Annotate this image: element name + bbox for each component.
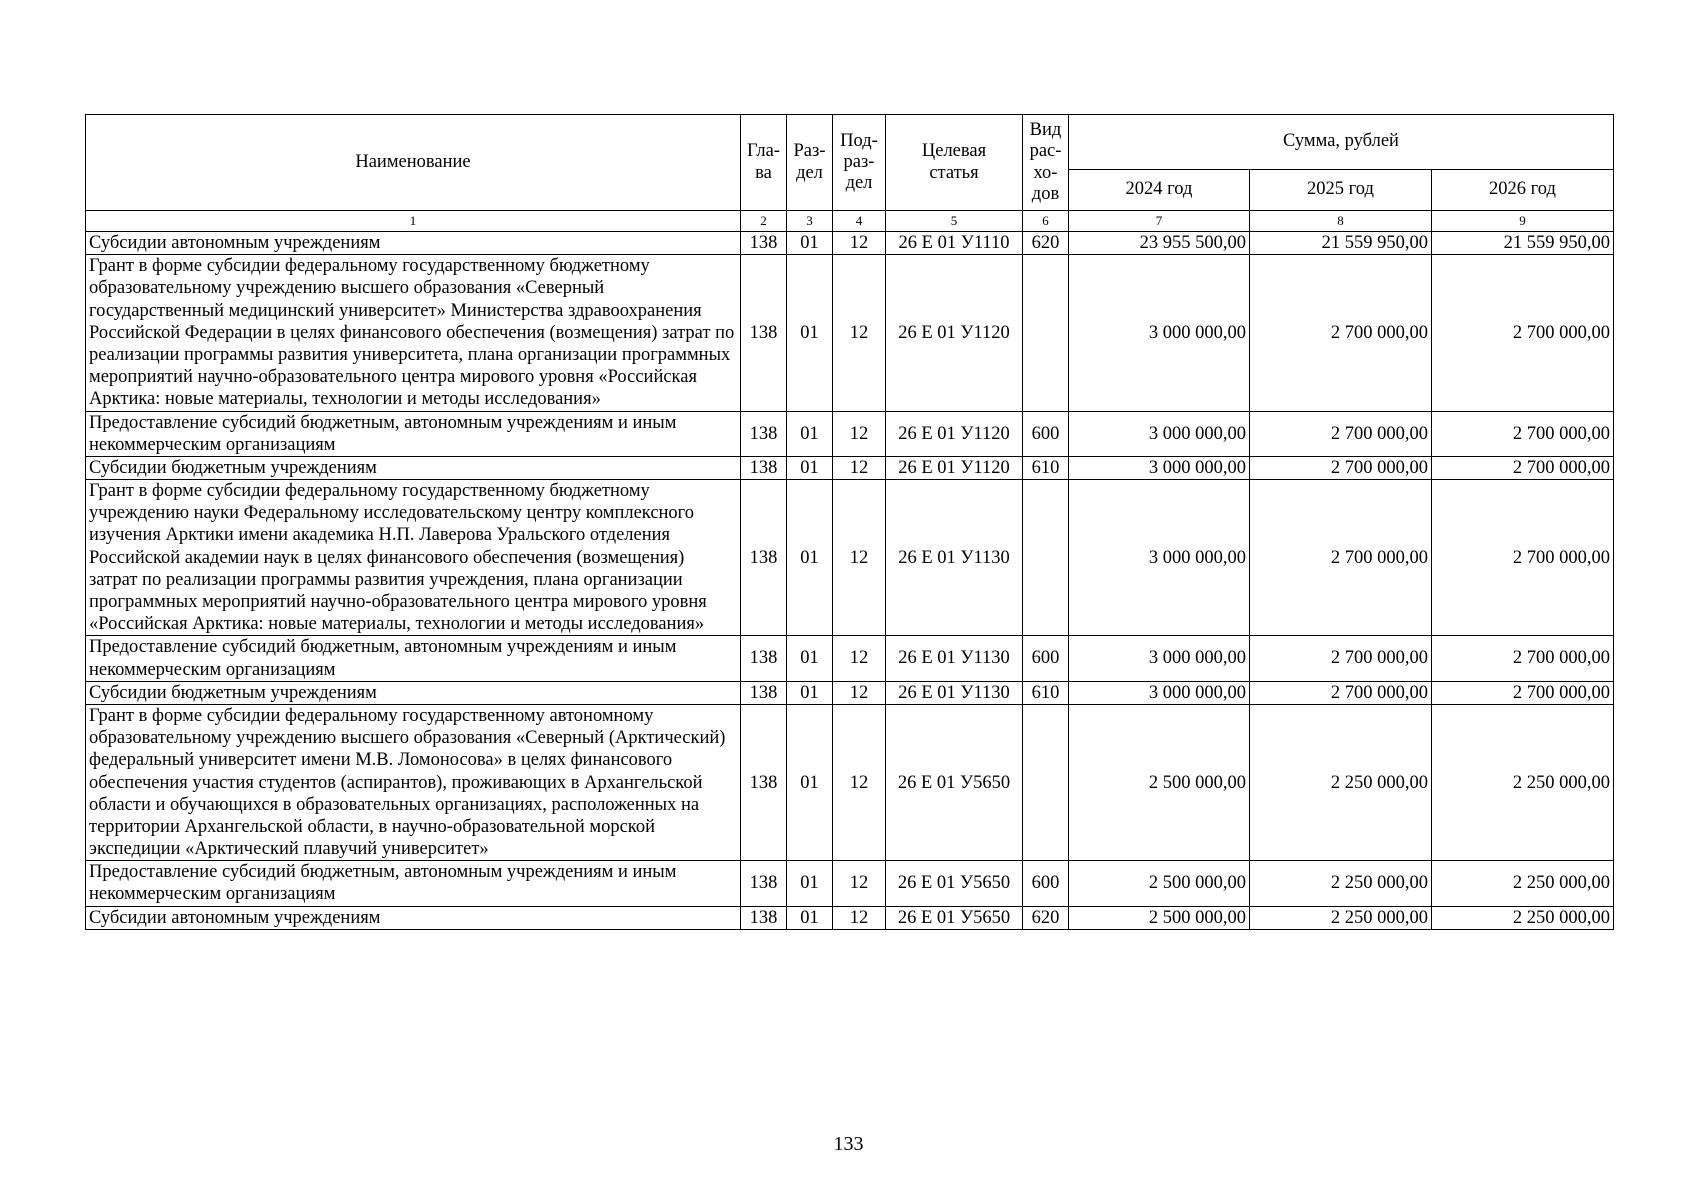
row-target-article: 26 Е 01 У1120 (886, 411, 1023, 456)
table-row (86, 411, 1614, 456)
page-number: 133 (833, 1133, 864, 1155)
row-expense-type: 600 (1023, 411, 1069, 456)
table-row (86, 456, 1614, 479)
row-expense-type (1023, 480, 1069, 636)
row-section: 01 (787, 636, 833, 681)
column-number: 2 (741, 211, 787, 232)
row-chapter: 138 (741, 480, 787, 636)
table-row (86, 861, 1614, 906)
row-amount-2025: 2 700 000,00 (1250, 255, 1432, 411)
row-section: 01 (787, 411, 833, 456)
row-name: Грант в форме субсидии федеральному государственному бюджетному учреждению науки Федеральному исследовательскому центру комплексного изучения Арктики имени академика Н.П. Лаверова Уральского отделения Российской академии наук в целях финансового обеспечения (возмещения) затрат по реализации программы развития учреждения, плана организации программных мероприятий научно-образовательного центра мирового уровня «Российская Арктика: новые материалы, технологии и методы исследования» (86, 480, 741, 636)
header-year-2025: 2025 год (1250, 170, 1432, 211)
row-amount-2024: 2 500 000,00 (1069, 704, 1250, 860)
row-amount-2025: 2 700 000,00 (1250, 636, 1432, 681)
row-amount-2026: 2 700 000,00 (1432, 456, 1614, 479)
header-chapter: Гла- ва (741, 115, 787, 211)
row-target-article: 26 Е 01 У5650 (886, 861, 1023, 906)
row-chapter: 138 (741, 456, 787, 479)
row-expense-type: 600 (1023, 861, 1069, 906)
row-name: Предоставление субсидий бюджетным, автономным учреждениям и иным некоммерческим организациям (86, 861, 741, 906)
row-amount-2026: 2 250 000,00 (1432, 704, 1614, 860)
column-number: 4 (833, 211, 886, 232)
header-section: Раз- дел (787, 115, 833, 211)
header-amount: Сумма, рублей (1069, 115, 1614, 170)
row-amount-2026: 2 250 000,00 (1432, 906, 1614, 929)
row-expense-type (1023, 255, 1069, 411)
row-subsection: 12 (833, 480, 886, 636)
header-year-2024: 2024 год (1069, 170, 1250, 211)
row-subsection: 12 (833, 861, 886, 906)
row-amount-2024: 3 000 000,00 (1069, 456, 1250, 479)
row-subsection: 12 (833, 456, 886, 479)
header-name: Наименование (86, 115, 741, 211)
row-name: Субсидии бюджетным учреждениям (86, 456, 741, 479)
row-name: Грант в форме субсидии федеральному государственному автономному образовательному учреждению высшего образования «Северный (Арктический) федеральный университет имени М.В. Ломоносова» в целях финансового обеспечения участия студентов (аспирантов), проживающих в Архангельской области и обучающихся в образовательных организациях, расположенных на территории Архангельской области, в научно-образовательной морской экспедиции «Арктический плавучий университет» (86, 704, 741, 860)
table-header (86, 115, 1614, 232)
row-target-article: 26 Е 01 У5650 (886, 906, 1023, 929)
table-body (86, 232, 1614, 930)
row-section: 01 (787, 906, 833, 929)
row-subsection: 12 (833, 704, 886, 860)
row-name: Субсидии автономным учреждениям (86, 906, 741, 929)
row-subsection: 12 (833, 681, 886, 704)
row-section: 01 (787, 255, 833, 411)
row-amount-2025: 2 700 000,00 (1250, 681, 1432, 704)
row-expense-type (1023, 704, 1069, 860)
row-amount-2026: 2 700 000,00 (1432, 681, 1614, 704)
row-name: Субсидии автономным учреждениям (86, 232, 741, 255)
row-chapter: 138 (741, 232, 787, 255)
row-subsection: 12 (833, 636, 886, 681)
row-subsection: 12 (833, 232, 886, 255)
row-chapter: 138 (741, 906, 787, 929)
column-number: 6 (1023, 211, 1069, 232)
row-amount-2026: 2 700 000,00 (1432, 636, 1614, 681)
row-amount-2025: 2 700 000,00 (1250, 456, 1432, 479)
header-target-article: Целевая статья (886, 115, 1023, 211)
row-section: 01 (787, 456, 833, 479)
column-number: 7 (1069, 211, 1250, 232)
row-amount-2025: 2 250 000,00 (1250, 906, 1432, 929)
row-amount-2024: 3 000 000,00 (1069, 255, 1250, 411)
row-amount-2024: 2 500 000,00 (1069, 906, 1250, 929)
row-name: Субсидии бюджетным учреждениям (86, 681, 741, 704)
row-amount-2024: 2 500 000,00 (1069, 861, 1250, 906)
row-amount-2024: 3 000 000,00 (1069, 480, 1250, 636)
row-target-article: 26 Е 01 У5650 (886, 704, 1023, 860)
row-amount-2025: 2 700 000,00 (1250, 411, 1432, 456)
row-chapter: 138 (741, 255, 787, 411)
row-amount-2024: 3 000 000,00 (1069, 411, 1250, 456)
column-number: 5 (886, 211, 1023, 232)
row-amount-2026: 2 250 000,00 (1432, 861, 1614, 906)
row-amount-2025: 2 700 000,00 (1250, 480, 1432, 636)
row-amount-2024: 23 955 500,00 (1069, 232, 1250, 255)
row-section: 01 (787, 480, 833, 636)
row-section: 01 (787, 232, 833, 255)
row-amount-2025: 21 559 950,00 (1250, 232, 1432, 255)
row-target-article: 26 Е 01 У1130 (886, 681, 1023, 704)
header-subsection: Под- раз- дел (833, 115, 886, 211)
row-target-article: 26 Е 01 У1130 (886, 636, 1023, 681)
row-name: Грант в форме субсидии федеральному государственному бюджетному образовательному учреждению высшего образования «Северный государственный медицинский университет» Министерства здравоохранения Российской Федерации в целях финансового обеспечения (возмещения) затрат по реализации программы развития университета, плана организации программных мероприятий научно-образовательного центра мирового уровня «Российская Арктика: новые материалы, технологии и методы исследования» (86, 255, 741, 411)
row-chapter: 138 (741, 681, 787, 704)
row-amount-2026: 2 700 000,00 (1432, 480, 1614, 636)
column-number-row (86, 211, 1614, 232)
budget-table (85, 114, 1614, 930)
row-subsection: 12 (833, 411, 886, 456)
row-expense-type: 610 (1023, 681, 1069, 704)
row-subsection: 12 (833, 906, 886, 929)
row-subsection: 12 (833, 255, 886, 411)
column-number: 1 (86, 211, 741, 232)
header-year-2026: 2026 год (1432, 170, 1614, 211)
row-amount-2026: 2 700 000,00 (1432, 411, 1614, 456)
table-row (86, 636, 1614, 681)
row-section: 01 (787, 861, 833, 906)
row-name: Предоставление субсидий бюджетным, автономным учреждениям и иным некоммерческим организациям (86, 636, 741, 681)
row-amount-2025: 2 250 000,00 (1250, 861, 1432, 906)
row-expense-type: 620 (1023, 906, 1069, 929)
row-chapter: 138 (741, 636, 787, 681)
row-expense-type: 600 (1023, 636, 1069, 681)
row-chapter: 138 (741, 411, 787, 456)
table-row (86, 704, 1614, 860)
header-expense-type: Вид рас- хо- дов (1023, 115, 1069, 211)
row-chapter: 138 (741, 704, 787, 860)
table-row (86, 480, 1614, 636)
column-number: 9 (1432, 211, 1614, 232)
row-name: Предоставление субсидий бюджетным, автономным учреждениям и иным некоммерческим организациям (86, 411, 741, 456)
column-number: 8 (1250, 211, 1432, 232)
row-target-article: 26 Е 01 У1120 (886, 255, 1023, 411)
column-number: 3 (787, 211, 833, 232)
table-row (86, 681, 1614, 704)
row-expense-type: 620 (1023, 232, 1069, 255)
row-section: 01 (787, 681, 833, 704)
row-amount-2024: 3 000 000,00 (1069, 681, 1250, 704)
table-row (86, 906, 1614, 929)
row-section: 01 (787, 704, 833, 860)
row-amount-2026: 21 559 950,00 (1432, 232, 1614, 255)
row-chapter: 138 (741, 861, 787, 906)
row-target-article: 26 Е 01 У1130 (886, 480, 1023, 636)
row-amount-2026: 2 700 000,00 (1432, 255, 1614, 411)
row-amount-2025: 2 250 000,00 (1250, 704, 1432, 860)
row-target-article: 26 Е 01 У1110 (886, 232, 1023, 255)
table-row (86, 255, 1614, 411)
table-row (86, 232, 1614, 255)
row-target-article: 26 Е 01 У1120 (886, 456, 1023, 479)
row-amount-2024: 3 000 000,00 (1069, 636, 1250, 681)
row-expense-type: 610 (1023, 456, 1069, 479)
